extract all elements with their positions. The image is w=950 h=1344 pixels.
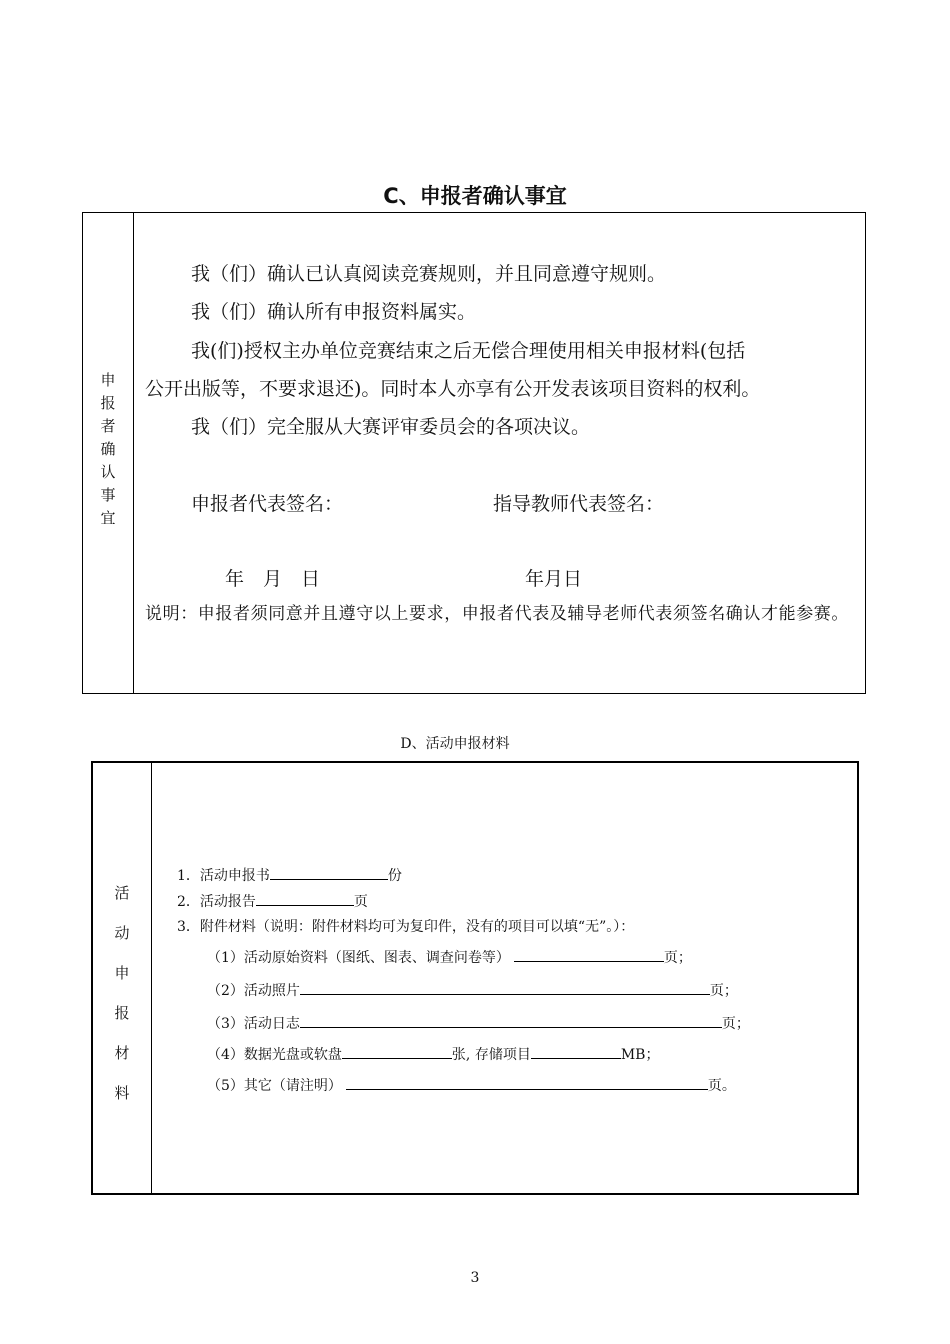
item-label: （2）活动照片 <box>207 983 300 999</box>
list-item <box>207 947 692 968</box>
table-divider <box>151 763 152 1193</box>
list-item <box>177 891 368 912</box>
confirm-truth-text: 我（们）确认所有申报资料属实。 <box>191 301 477 323</box>
side-char: 申 <box>100 371 116 389</box>
item-label: （5）其它（请注明） <box>207 1078 342 1094</box>
item-unit: MB； <box>620 1047 660 1063</box>
other-pages-field[interactable] <box>346 1075 708 1090</box>
page-number: 3 <box>470 1270 480 1286</box>
materials-table <box>91 761 859 1195</box>
side-char: 认 <box>100 463 116 481</box>
confirmation-table <box>82 212 866 694</box>
confirm-rules-text: 我（们）确认已认真阅读竞赛规则，并且同意遵守规则。 <box>191 263 667 285</box>
side-char: 材 <box>114 1044 130 1062</box>
photos-pages-field[interactable] <box>300 980 710 995</box>
list-item <box>207 980 738 1001</box>
section-c-title: C、申报者确认事宜 <box>383 184 567 208</box>
side-char: 申 <box>114 964 130 982</box>
item-unit: 页 <box>353 894 368 910</box>
item-label: （3）活动日志 <box>207 1016 300 1032</box>
item-mid: 张, 存储项目 <box>451 1047 531 1063</box>
side-char: 确 <box>100 440 116 458</box>
side-char: 者 <box>100 417 116 435</box>
side-char: 宜 <box>100 509 116 527</box>
obey-decision-text: 我（们）完全服从大赛评审委员会的各项决议。 <box>191 416 591 438</box>
item-unit: 页； <box>721 1016 750 1032</box>
side-char: 动 <box>114 924 130 942</box>
side-char: 事 <box>100 486 116 504</box>
item-unit: 页。 <box>707 1078 736 1094</box>
raw-materials-pages-field[interactable] <box>514 947 664 962</box>
report-pages-field[interactable] <box>256 891 354 906</box>
disc-count-field[interactable] <box>342 1044 452 1059</box>
authorize-text-line1: 我(们)授权主办单位竞赛结束之后无偿合理使用相关申报材料(包括 <box>191 340 746 362</box>
teacher-signature-label: 指导教师代表签名： <box>493 493 665 515</box>
log-pages-field[interactable] <box>300 1013 722 1028</box>
section-d-title: D、活动申报材料 <box>400 736 510 752</box>
item-unit: 页； <box>663 950 692 966</box>
authorize-text-line2: 公开出版等，不要求退还)。同时本人亦享有公开发表该项目资料的权利。 <box>145 378 761 400</box>
list-item <box>207 1075 736 1096</box>
list-item <box>207 1044 659 1065</box>
item-unit: 份 <box>387 868 402 884</box>
item-unit: 页； <box>709 983 738 999</box>
confirmation-note: 说明：申报者须同意并且遵守以上要求，申报者代表及辅导老师代表须签名确认才能参赛。 <box>145 604 849 624</box>
table-divider <box>133 213 134 693</box>
application-count-field[interactable] <box>270 865 388 880</box>
applicant-signature-label: 申报者代表签名： <box>191 493 344 515</box>
side-char: 料 <box>114 1084 130 1102</box>
side-char: 报 <box>100 394 116 412</box>
list-item <box>207 1013 750 1034</box>
list-item <box>177 865 402 886</box>
applicant-date: 年 月 日 <box>225 568 321 590</box>
side-char: 活 <box>114 884 130 902</box>
teacher-date: 年月日 <box>525 568 583 590</box>
confirmation-side-label <box>83 369 133 530</box>
item-label: 2．活动报告 <box>177 894 256 910</box>
item-label: 3．附件材料（说明：附件材料均可为复印件，没有的项目可以填“无”。）： <box>177 919 635 935</box>
storage-size-field[interactable] <box>531 1044 621 1059</box>
list-item <box>177 917 634 937</box>
materials-side-label <box>93 873 151 1113</box>
item-label: 1．活动申报书 <box>177 868 270 884</box>
side-char: 报 <box>114 1004 130 1022</box>
item-label: （1）活动原始资料（图纸、图表、调查问卷等） <box>207 950 510 966</box>
item-label: （4）数据光盘或软盘 <box>207 1047 342 1063</box>
